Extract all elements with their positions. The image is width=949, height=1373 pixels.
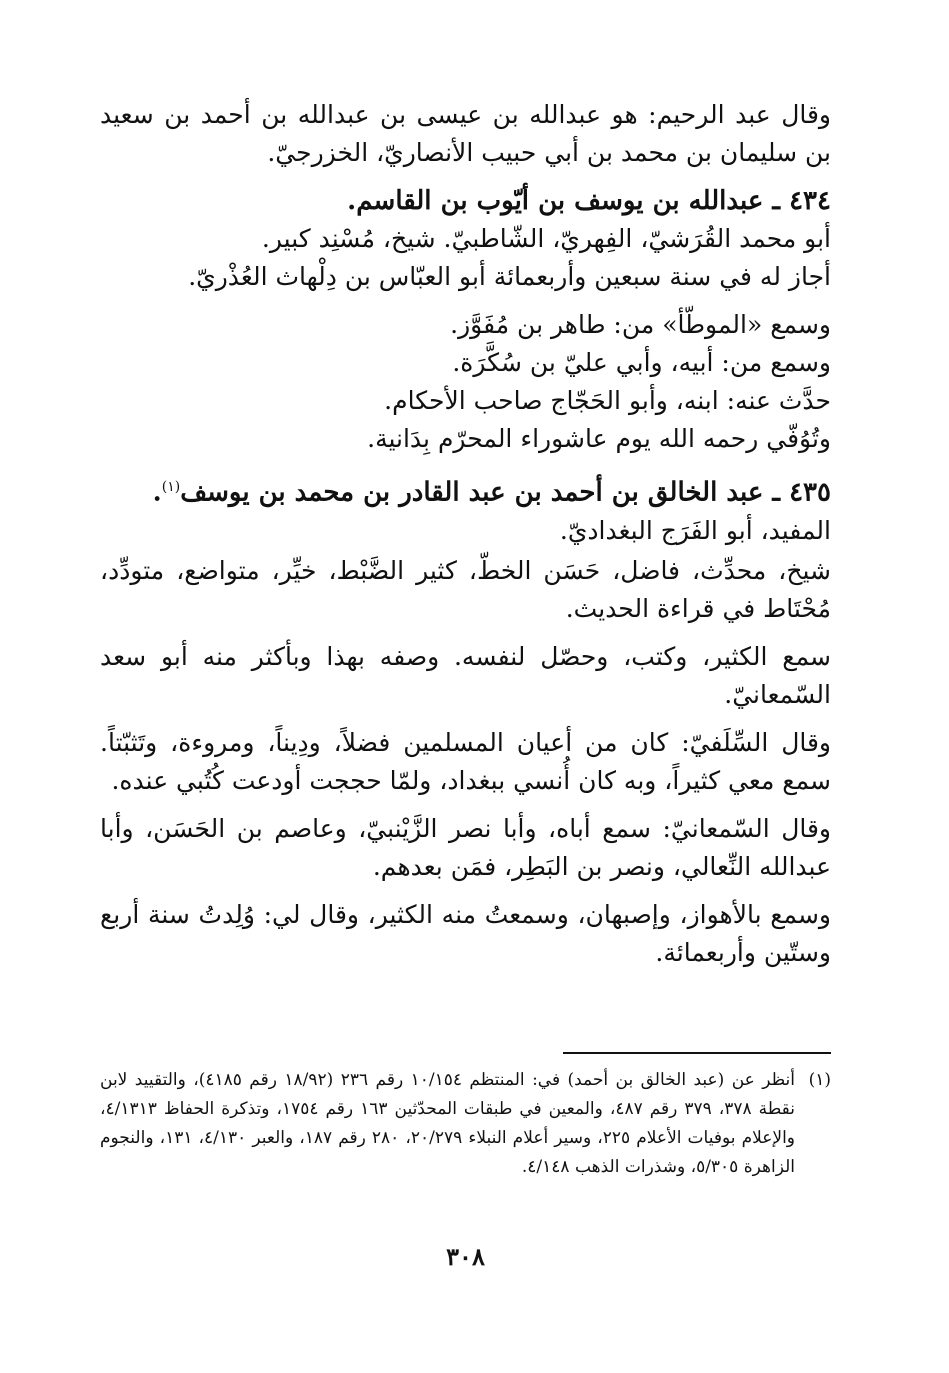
entry-434-narrated-from-him: حدَّث عنه: ابنه، وأبو الحَجّاج صاحب الأحكام. [384, 386, 831, 415]
entry-434-muwatta: وسمع «الموطّأ» من: طاهر بن مُفَوَّز. [450, 310, 831, 339]
entry-435-kunya: المفيد، أبو الفَرَج البغداديّ. [559, 515, 831, 545]
entry-434-heading: ٤٣٤ ـ عبدالله بن يوسف بن أيّوب بن القاسم. [347, 186, 831, 216]
entry-434-kunya: أبو محمد القُرَشيّ، الفِهريّ، الشّاطبيّ. شيخ، مُسْنِد كبير. [261, 224, 831, 253]
entry-435-heading-text: ٤٣٥ ـ عبد الخالق بن أحمد بن عبد القادر بن محمد بن يوسف [180, 477, 831, 508]
entry-434-ijaza: أجاز له في سنة سبعين وأربعمائة أبو العبّاس بن دِلْهاث العُذْريّ. [188, 262, 831, 291]
entry-435-samani-teachers: وقال السّمعانيّ: سمع أباه، وأبا نصر الزَّيْنبيّ، وعاصم بن الحَسَن، وأبا عبدالله النِّعالي، ونصر بن البَطِر، فمَن بعدهم. [100, 813, 831, 881]
footnote-text: أنظر عن (عبد الخالق بن أحمد) في: المنتظم ١٠/١٥٤ رقم ٢٣٦ (١٨/٩٢ رقم ٤١٨٥)، والتقييد لابن نقطة ٣٧٨، ٣٧٩ رقم ٤٨٧، والمعين في طبقات المحدّثين ١٦٣ رقم ١٧٥٤، وتذكرة الحفاظ ٤/١٣١٣، والإعلام بوفيات الأعلام ٢٢٥، وسير أعلام النبلاء ٢٠/٢٧٩، ٢٨٠ رقم ١٨٧، والعبر ٤/١٣٠، ١٣١، والنجوم الزاهرة ٥/٣٠٥، وشذرات الذهب ٤/١٤٨. [100, 1070, 796, 1177]
entry-435-description: شيخ، محدِّث، فاضل، حَسَن الخطّ، كثير الضَّبْط، خيِّر، متواضع، متودِّد، مُحْتَاط في قراءة الحديث. [100, 555, 831, 623]
entry-434 [100, 182, 831, 296]
entry-435-silafi-quote: وقال السِّلَفيّ: كان من أعيان المسلمين فضلاً، ودِيناً، ومروءة، وتَثبّتاً. سمع معي كثيراً، وبه كان أُنسي ببغداد، ولمّا حججت أودعت كُتُبي عنده. [100, 727, 831, 795]
entry-434-heard-from: وسمع من: أبيه، وأبي عليّ بن سُكَّرَة. [452, 348, 831, 377]
entry-434-narration [100, 306, 831, 458]
footnote-marker[interactable]: (١) [161, 479, 181, 495]
entry-435-birth: وسمع بالأهواز، وإصبهان، وسمعتُ منه الكثير، وقال لي: وُلِدتُ سنة أربع وستّين وأربعمائة. [100, 899, 831, 967]
entry-435-heading [100, 468, 831, 512]
paragraph-abd-al-rahim: وقال عبد الرحيم: هو عبدالله بن عيسى بن عبدالله بن أحمد بن سعيد بن سليمان بن محمد بن أبي حبيب الأنصاريّ، الخزرجيّ. [100, 100, 831, 167]
page-number: ٣٠٨ [446, 1242, 485, 1271]
book-page [100, 96, 831, 1313]
entry-435-heading-end: . [152, 477, 162, 508]
footnote-divider [563, 1052, 831, 1054]
entry-434-death: وتُوُفّي رحمه الله يوم عاشوراء المحرّم بِدَانية. [367, 424, 831, 453]
entry-435 [100, 468, 831, 550]
footnote [100, 1066, 831, 1182]
entry-435-samani-praise: سمع الكثير، وكتب، وحصّل لنفسه. وصفه بهذا وبأكثر منه أبو سعد السّمعانيّ. [100, 641, 831, 709]
footnote-number: (١) [808, 1070, 831, 1090]
